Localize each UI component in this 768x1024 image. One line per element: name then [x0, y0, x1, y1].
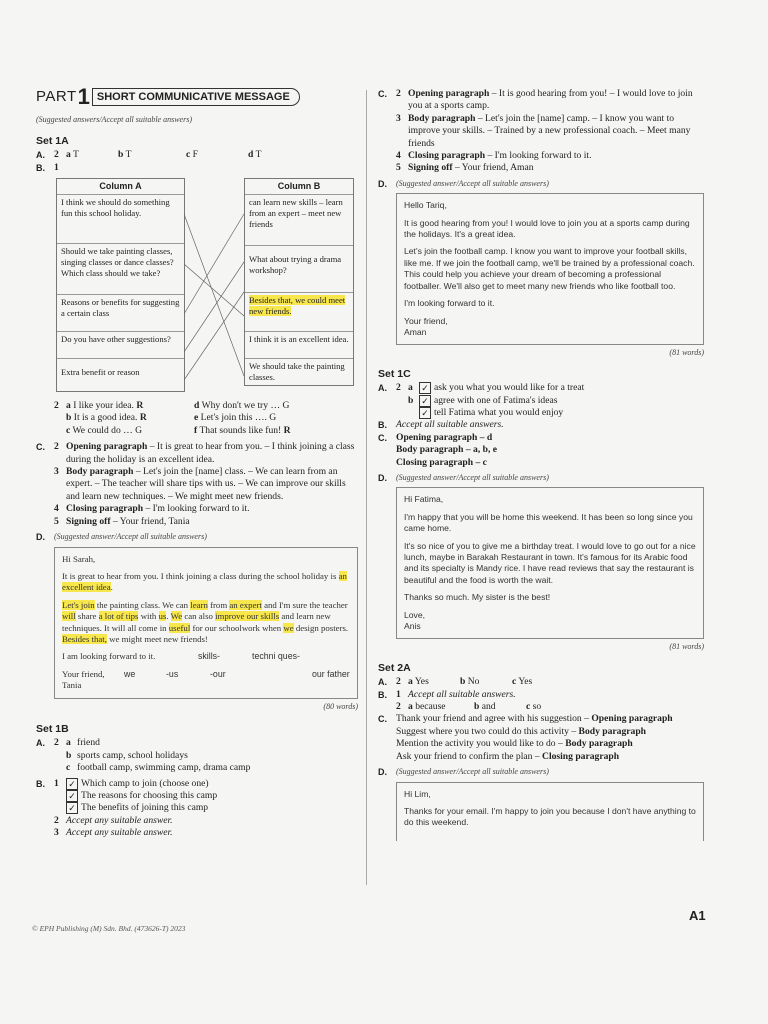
part-name: SHORT COMMUNICATIVE MESSAGE [92, 88, 300, 106]
set1c-a: A. 2 a ✓ ask you what you would like for a treat b ✓ agree with one of Fatima's ideas ✓ tell Fatima what you would enjoy [378, 382, 585, 418]
part-number: 1 [77, 84, 90, 109]
set1b-a: A. 2 a friend b sports camp, school holidays c football camp, swimming camp, drama camp [36, 737, 251, 774]
column-divider [366, 90, 367, 885]
sarah-word-count: (80 words) [323, 701, 358, 711]
set1c-b: B. Accept all suitable answers. [378, 419, 504, 431]
set1a-a2: A. 2 a T b T c F d T [36, 149, 262, 161]
set2a-d: D. (Suggested answer/Accept all suitable answers) [378, 767, 549, 778]
copyright-footer: © EPH Publishing (M) Sdn. Bhd. (473626-T) 2023 [32, 924, 186, 933]
fatima-word-count: (81 words) [669, 642, 704, 652]
column-a: Column A I think we should do something fun this school holiday. Should we take painting classes, singing classes or dance classes? Which class should we take? Reasons or benefits for suggesting a certain class Do you have other suggestions? Extra benefit or reason [56, 178, 185, 392]
set1a-c: C. 2 Opening paragraph – It is great to hear from you. – I think joining a class during the holiday is an excellent idea. 3 Body paragraph – Let's join the [name] class. – We can learn from an expert. – The teacher will share tips with us. – We can improve our skills and learn new techniques. – We might meet new friends. 4 Closing paragraph – I'm looking forward to it. 5 Signing off – Your friend, Tania [36, 441, 355, 527]
left-column [36, 84, 358, 840]
part-word: PART [36, 88, 77, 105]
set2a-heading: Set 2A [378, 661, 411, 674]
page-number: A1 [689, 908, 706, 923]
set2a-c: C. Thank your friend and agree with his suggestion – Opening paragraph Suggest where you two could do this activity – Body paragraph Mention the activity you would like to do – Body paragraph Ask your friend to confirm the plan – Closing paragraph [378, 713, 673, 762]
set1a-b2: 2 a I like your idea. R d Why don't we try … G b It is a good idea. R e Let's join this …. G c We could do … G f That sounds like fun! R [54, 400, 291, 436]
matching-lines [184, 174, 244, 400]
sarah-letter: Hi Sarah, It is great to hear from you. I think joining a class during the school holiday is an excellent idea. Let's join the painting class. We can learn from an expert and I'm sure the teacher will share a lot of tips with us. We can also improve our skills and learn new techniques. It will all come in useful for our schoolwork when we design posters. Besides that, we might meet new friends! I am looking forward to it. skills- techni ques- Your friend, we -us -our our father Tania [54, 547, 358, 699]
set1c-c: C. Opening paragraph – d Body paragraph – a, b, e Closing paragraph – c [378, 431, 498, 468]
set1b-d: D. (Suggested answer/Accept all suitable answers) [378, 178, 549, 189]
set2a-a: A. 2 a Yes b No c Yes B. 1 Accept all suitable answers. 2 a because b and c so [378, 676, 542, 713]
fatima-letter: Hi Fatima, I'm happy that you will be home this weekend. It has been so long since you came home. It's so nice of you to give me a birthday treat. I would love to go out for a nice lunch, maybe in Barakah Restaurant in town. It's famous for its Arabic food and its specialty is Mandy rice. I have read reviews that say the restaurant is beautiful and the food is worth the wait. Thanks so much. My sister is the best! Love, Anis [396, 487, 704, 639]
tariq-letter: Hello Tariq, It is good hearing from you! I would love to join you at a sports camp during the holidays. It's a great idea. Let's join the football camp. I know you want to improve your football skills, like me. If we join the football camp, we'll be trained by a professional coach. This could help you achieve your dream of becoming a professional footballer. We'll also get to meet many new friends who like football too. I'm looking forward to it. Your friend, Aman [396, 193, 704, 345]
set1a-b1: B. 1 [36, 161, 59, 173]
set1c-d: D. (Suggested answer/Accept all suitable answers) [378, 472, 549, 483]
part-title [36, 84, 358, 109]
lim-letter: Hi Lim, Thanks for your email. I'm happy to join you because I don't have anything to do this weekend. [396, 782, 704, 841]
set1a-d: D. (Suggested answer/Accept all suitable answers) [36, 532, 207, 543]
set1b-heading: Set 1B [36, 722, 69, 735]
matching-diagram [36, 174, 358, 400]
set1b-b: B. 1 ✓ Which camp to join (choose one) ✓ The reasons for choosing this camp ✓ The benefits of joining this camp 2 Accept any suitable answer. 3 Accept any suitable answer. [36, 777, 218, 839]
column-b: Column B can learn new skills – learn from an expert – meet new friends What about trying a drama workshop? Besides that, we could meet new friends. I think it is an excellent idea. We should take the painting classes. [244, 178, 354, 386]
right-column [378, 88, 704, 843]
set1a-heading: Set 1A [36, 134, 69, 147]
set1c-heading: Set 1C [378, 367, 411, 380]
tariq-word-count: (81 words) [669, 348, 704, 358]
part-note: (Suggested answers/Accept all suitable answers) [36, 115, 192, 125]
set1b-c: C. 2 Opening paragraph – It is good hearing from you! – I would love to join you at a sports camp. 3 Body paragraph – Let's join the [name] camp. – I know you want to improve your skills. – Trained by a new professional coach. – Meet many friends 4 Closing paragraph – I'm looking forward to it. 5 Signing off – Your friend, Aman [378, 88, 693, 174]
